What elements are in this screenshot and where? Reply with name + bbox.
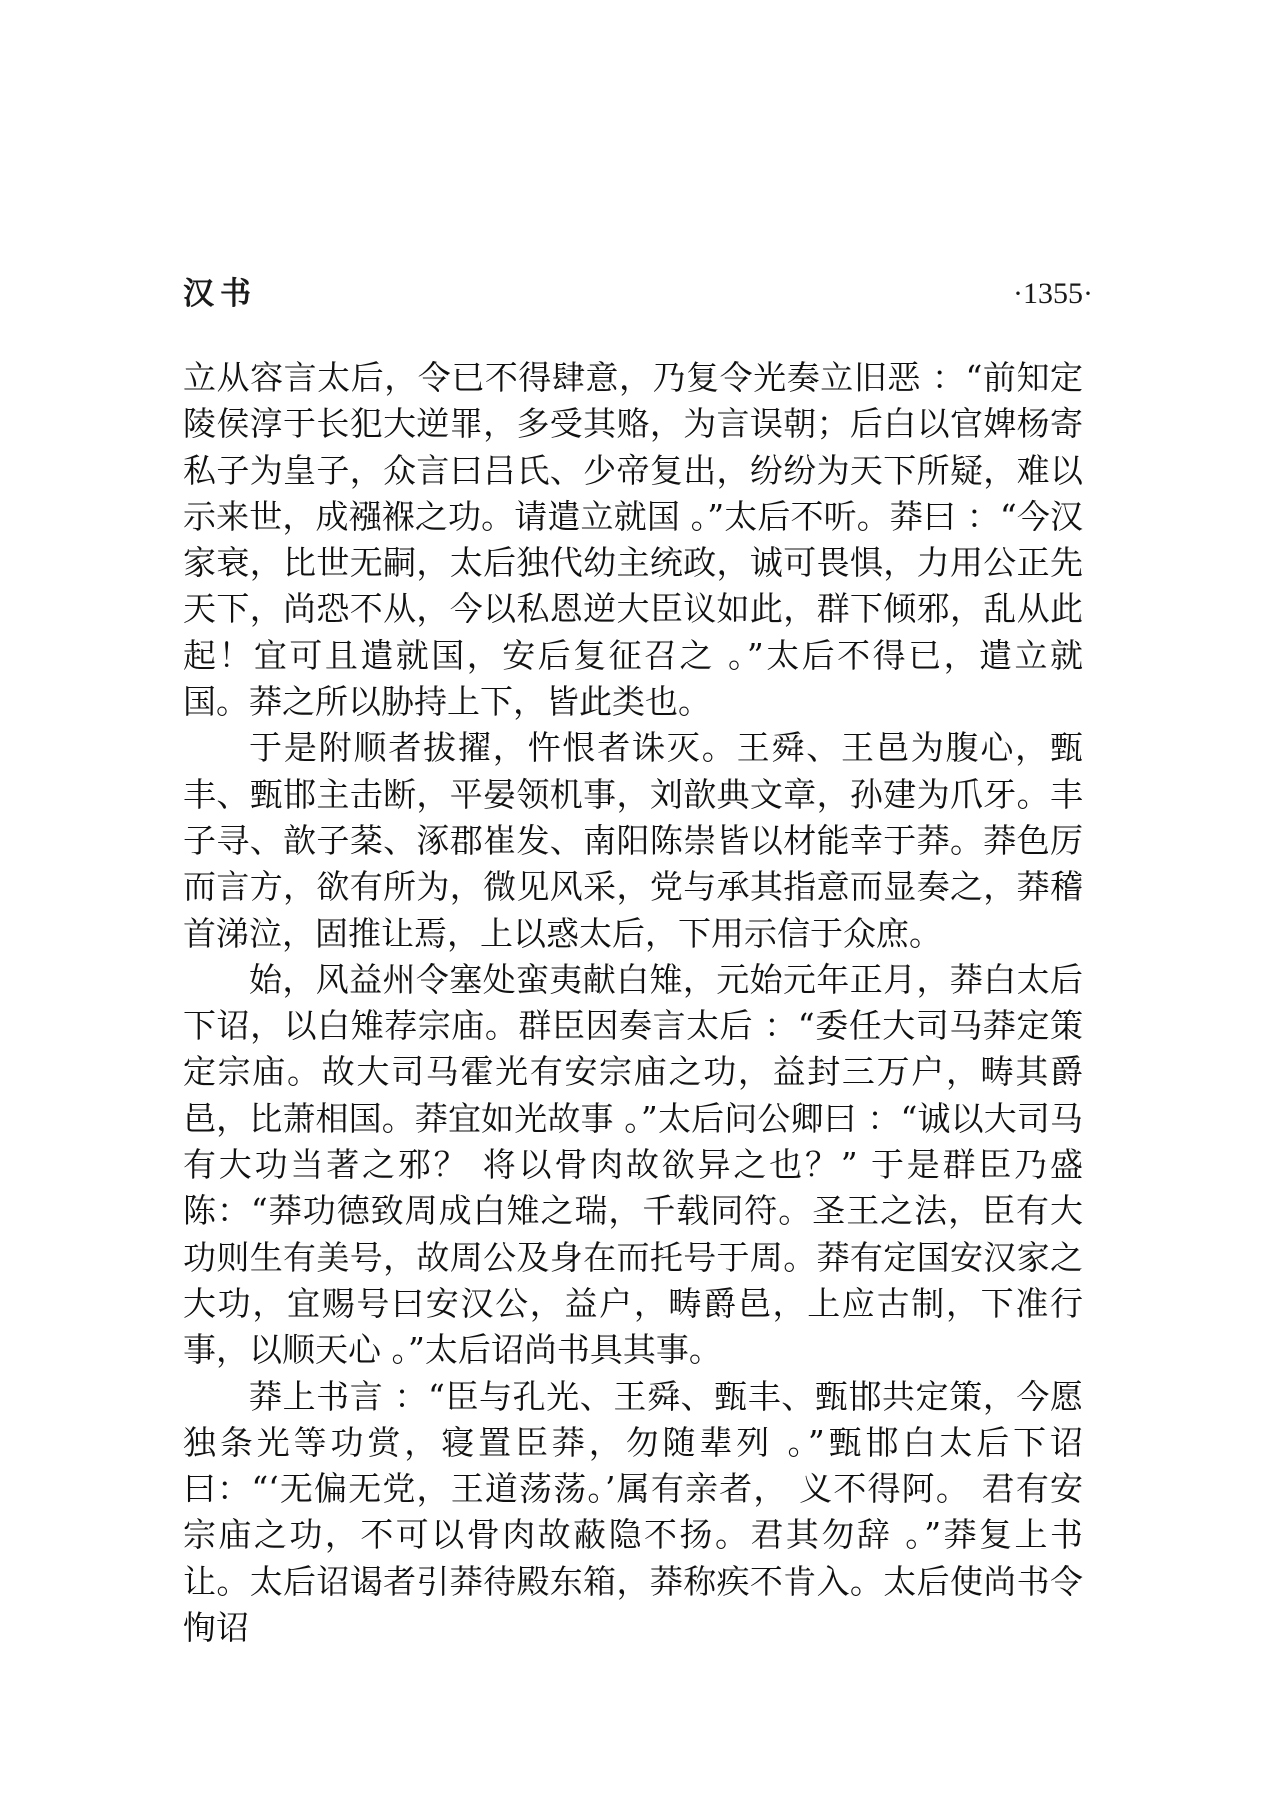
paragraph: 立从容言太后，令已不得肆意，乃复令光奏立旧恶 ：“前知定陵侯淳于长犯大逆罪，多受其赂，为言误朝；后白以官婢杨寄私子为皇子，众言曰吕氏、少帝复出，纷纷为天下所疑，难以示来世，成襁褓之功。请遣立就国 。”太后不听。莽曰 ：“今汉家衰，比世无嗣，太后独代幼主统政，诚可畏惧，力用公正先天下，尚恐不从，今以私恩逆大臣议如此，群下倾邪，乱从此起！宜可且遣就国，安后复征召之 。”太后不得已，遣立就国。莽之所以胁持上下，皆此类也。 xyxy=(183,358,1083,722)
book-title: 汉书 xyxy=(183,276,257,312)
paragraph: 始，风益州令塞处蛮夷献白雉，元始元年正月，莽白太后下诏，以白雉荐宗庙。群臣因奏言太后 ：“委任大司马莽定策定宗庙。故大司马霍光有安宗庙之功，益封三万户，畴其爵邑，比萧相国。莽宜如光故事 。”太后问公卿曰 ：“诚以大司马有大功当著之邪？ 将以骨肉故欲异之也？” 于是群臣乃盛陈：“莽功德致周成白雉之瑞，千载同符。圣王之法，臣有大功则生有美号，故周公及身在而托号于周。莽有定国安汉家之大功，宜赐号曰安汉公，益户，畴爵邑，上应古制，下准行事，以顺天心 。”太后诏尚书具其事。 xyxy=(183,959,1083,1370)
paragraph: 莽上书言 ：“臣与孔光、王舜、甄丰、甄邯共定策，今愿独条光等功赏，寝置臣莽，勿随辈列 。”甄邯白太后下诏曰：“‘无偏无党，王道荡荡。’属有亲者， 义不得阿。 君有安宗庙之功，不可以骨肉故蔽隐不扬。君其勿辞 。”莽复上书让。太后诏谒者引莽待殿东箱，莽称疾不肯入。太后使尚书令恂诏 xyxy=(183,1376,1083,1648)
body-text xyxy=(183,355,1083,1651)
paragraph: 于是附顺者拔擢，忤恨者诛灭。王舜、王邑为腹心，甄丰、甄邯主击断，平晏领机事，刘歆典文章，孙建为爪牙。丰子寻、歆子棻、涿郡崔发、南阳陈崇皆以材能幸于莽。莽色厉而言方，欲有所为，微见风采，党与承其指意而显奏之，莽稽首涕泣，固推让焉，上以惑太后，下用示信于众庶。 xyxy=(183,728,1083,953)
page-number: ·1355· xyxy=(1013,277,1093,310)
page-header xyxy=(183,268,1093,318)
